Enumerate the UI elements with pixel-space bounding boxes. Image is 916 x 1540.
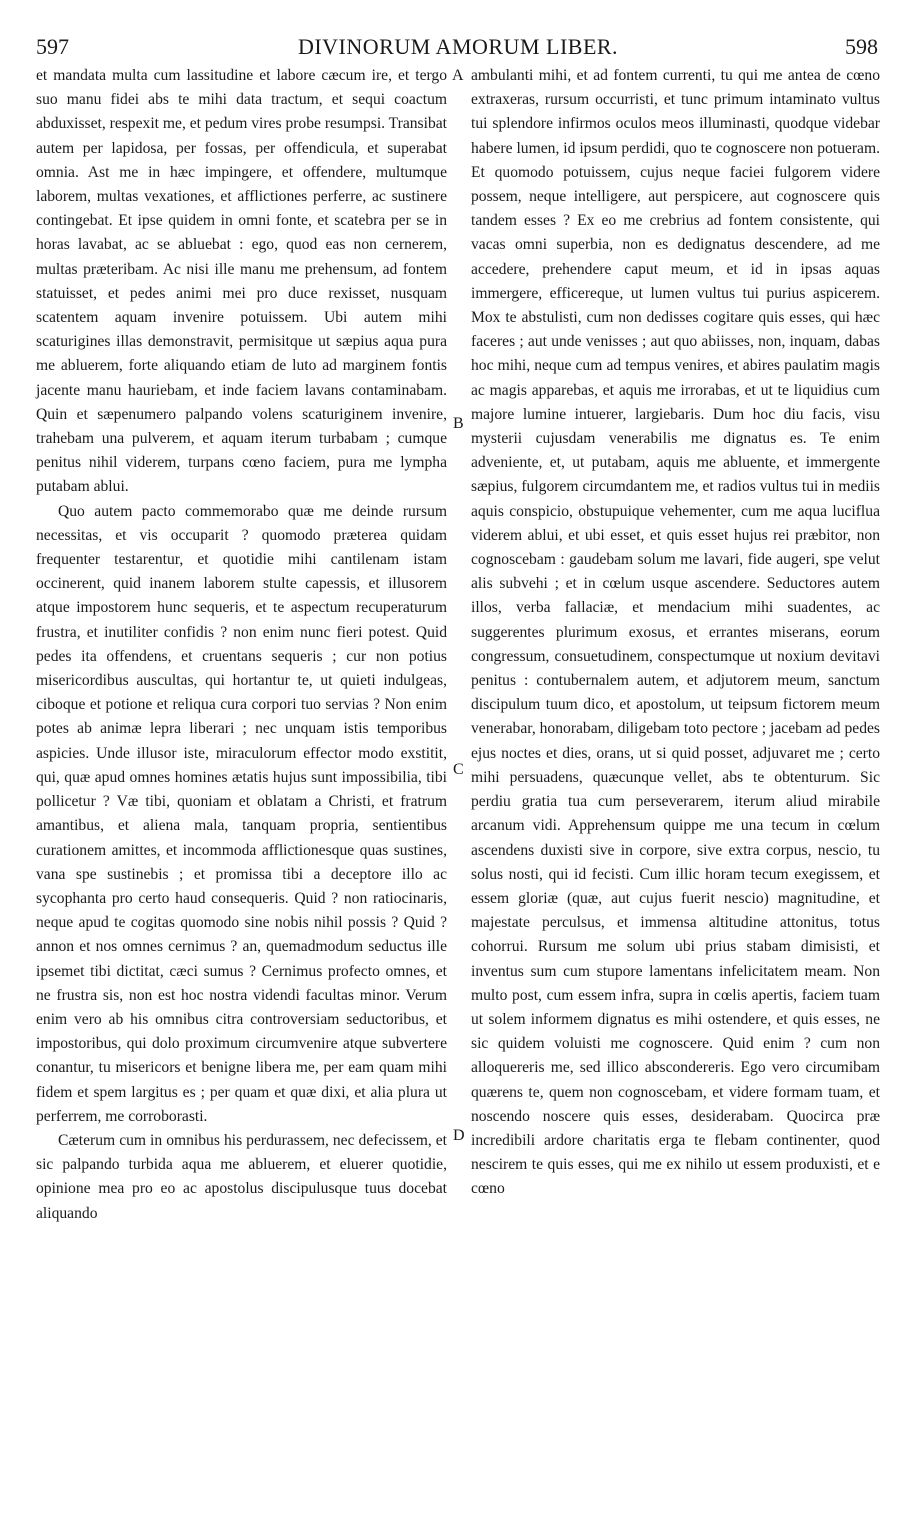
page-number-right: 598 xyxy=(845,34,878,59)
margin-marker-c: C xyxy=(453,761,464,778)
left-paragraph-2: Quo autem pacto commemorabo quæ me deinde rursum necessitas, et vis occuparit ? quomodo præterea quidam frequenter testarentur, et quotidie mihi cantilenam istam occinerent, quid inanem laborem stulte capessis, et illusorem atque impostorem hunc sequeris, et te aspectum recuperaturum frustra, et inutiliter confidis ? non enim nunc fieri potest. Quid pedes ita offendens, et cruentans sequeris ; cur non potius misericordibus auscultas, qui hortantur te, ut quieti indulgeas, ciboque et potione et reliqua cura corpori tuo servias ? Non enim potes ab animæ lepra liberari ; nec unquam istis temporibus aspicies. Unde illusor iste, miraculorum effector modo exstitit, qui, quæ apud omnes homines ætatis hujus sunt impossibilia, tibi pollicetur ? Væ tibi, quoniam et oblatam a Christi, et fratrum amantibus, et aliena mala, tanquam propria, sentientibus curationem amittes, et incommoda afflictionesque quas sustines, vana spe sustinebis ; et promissa tibi a deceptore illo ac sycophanta pro certo haud consequeris. Quid ? non ratiocinaris, neque apud te cogitas quomodo sine nobis nihil possis ? Quid ? annon et nos omnes cernimus ? an, quemadmodum seductus ille ipsemet tibi dictitat, cæci sumus ? Cernimus profecto omnes, et ne frustra sis, non est hoc nostra videndi facultas minor. Verum enim vero ab his omnibus citra controversiam seductoribus, et impostoribus, qui dolo proximum circumvenire atque subvertere conantur, tu misericors et benigne libera me, per eam quam mihi fidem et spem largitus es ; per quam et quæ dixi, et alia plura ut perferrem, me corroborasti. xyxy=(36,502,447,1125)
left-column xyxy=(36,64,447,1226)
margin-marker-b: B xyxy=(453,415,464,432)
margin-marker-d: D xyxy=(453,1127,465,1144)
page-number-left: 597 xyxy=(36,34,69,59)
left-paragraph-1: et mandata multa cum lassitudine et labore cæcum ire, et tergo suo manu fidei abs te mihi data tractum, et sequi coactum abduxisset, respexit me, et pedum vires probe resumpsi. Transibat autem per lapidosa, per fossas, per offendicula, et superabat omnia. Ast me in hæc impingere, et offendere, multumque laborem, multas vexationes, et afflictiones perferre, ac sustinere contingebat. Et ipse quidem in omni fonte, et scatebra per se in horas lavabat, ac se abluebat : ego, quod eas non cernerem, multas præteribam. Ac nisi ille manu me prehensum, ad fontem statuisset, et pedes animi mei pro duce rexisset, nusquam scatentem aquam invenire potuissem. Ubi autem mihi scaturigines illas demonstravit, permisitque ut sæpius aqua pura me abluerem, forte aliquando etiam de luto ad marginem fontis jacente manu hauriebam, et inde faciem lavans contaminabam. Quin et sæpenumero palpando volens scaturiginem invenire, trahebam una pulverem, et aquam iterum turbabam ; cumque penitus nihil viderem, turpans cœno faciem, pura me lympha putabam ablui. xyxy=(36,67,448,496)
running-title: DIVINORUM AMORUM LIBER. xyxy=(297,34,619,59)
right-paragraph-1: ambulanti mihi, et ad fontem currenti, tu qui me antea de cœno extraxeras, rursum occurristi, et tunc primum intaminato vultus tui splendore infirmos oculos meos illuminasti, quodque videbar habere lumen, id ipsum perdidi, quo te cognoscere non potueram. Et quomodo potuissem, cujus neque faciei fulgorem videre possem, neque intelligere, aut perspicere, aut cognoscere quis tandem esses ? Ex eo me crebrius ad fontem consistente, qui vacas omni superbia, non es dedignatus descendere, ad me accedere, prehendere caput meum, et id in ipsas aquas immergere, efficereque, ut lumen vultus tui purius aspicerem. Mox te abstulisti, cum non dedisses cogitare quis esses, qui hæc faceres ; aut unde venisses ; aut quo abiisses, non, inquam, dabas hoc mihi, neque cum ad tempus venires, et abires paulatim magis ac magis apparebas, et aquis me irrorabas, et ut te liquidius cum majore lumine intuerer, largiebaris. Dum hoc diu facis, visu mysterii cujusdam venerabilis me dignatus es. Te enim adveniente, et, ut putabam, aquis me abluente, et immergente sæpius, fulgorem circumdantem me, et radios vultus tui in mediis aquis conspicio, obstupuique vehementer, cum me aqua luciflua viderem ablui, et ubi esset, et quis esset hujus rei præbitor, non cognoscebam : gaudebam solum me lavari, fide augeri, spe velut alis subvehi ; et in cœlum usque ascendere. Seductores autem illos, verba fallaciæ, et mendacium mihi suadentes, ac suggerentes plurimum exosus, et errantes miserans, eorum congressum, consuetudinem, conspectumque ut noxium devitavi penitus : contubernalem autem, et adjutorem meum, sanctum discipulum tuum dico, et apostolum, ut teipsum fictorem meum venerabar, honorabam, diligebam toto pectore ; jacebam ad pedes ejus noctes et dies, orans, ut si quid posset, adjuvaret me ; certo mihi persuadens, quæcunque vellet, abs te obtenturum. Sic perdiu gratia tua cum perseverarem, iterum aliud mirabile arcanum vidi. Apprehensum quippe me una tecum in cœlum ascendens duxisti sive in corpore, sive extra corpus, nescio, tu solus nosti, qui id fecisti. Cum illic horam tecum exegissem, et essem gloriæ (quæ, aut cujus fuerit nescio) magnitudine, et majestate perculsus, et immensa altitudine attonitus, totus cohorrui. Rursum me solum ubi prius stabam dimisisti, et inventus sum cum stupore lamentans infelicitatem meam. Non multo post, cum essem infra, supra in cœlis apertis, faciem tuam ut solem informem dignatus es mihi ostendere, et quis esses, ne sic quidem voluisti me cognoscere. Quid enim ? cum non alloquereris me, sed illico abscondereris. Ego vero circumibam quærens te, quem non cognoscebam, et videre formam tuam, et noscendo noscere quis esses, desiderabam. Quocirca præ incredibili ardore charitatis erga te flebam continenter, quod nescirem te quis esses, qui me ex nihilo ut essem produxisti, et e cœno xyxy=(471,67,880,1198)
margin-marker-a: A xyxy=(452,67,464,84)
left-paragraph-3: Cæterum cum in omnibus his perdurassem, nec defecissem, et sic palpando turbida aqua me abluerem, et eluerer quotidie, opinione mea pro eo ac apostolus discipulusque tuus docebat aliquando xyxy=(36,1131,447,1222)
right-column xyxy=(471,64,880,1202)
